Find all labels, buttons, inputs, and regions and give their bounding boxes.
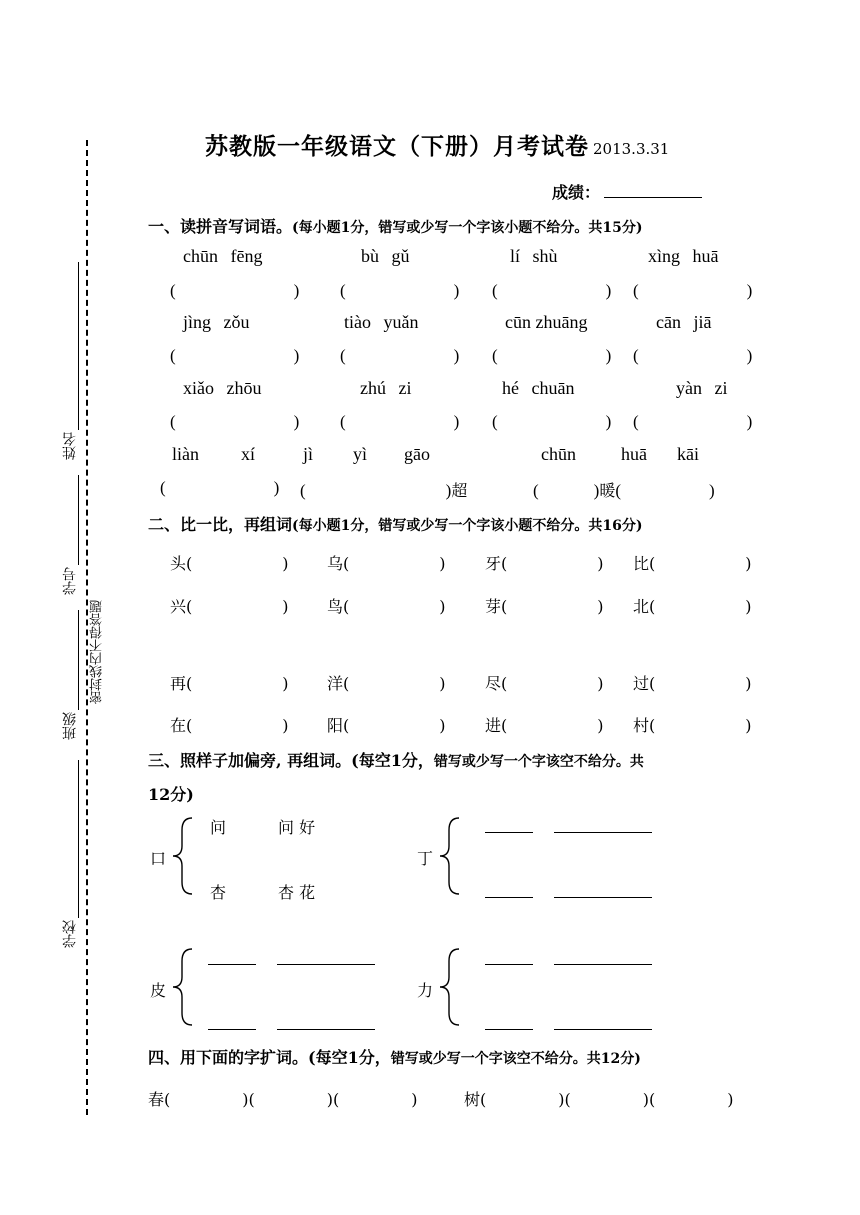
expand-word-shu[interactable]: 树( )( )( ): [464, 1090, 734, 1109]
radical-blank-2-1[interactable]: [485, 832, 533, 833]
section4-note: 错写或少写一个字该空不给分。共12分): [390, 1051, 641, 1067]
word-blank-4-1[interactable]: [554, 964, 652, 965]
compare-cell-1-4[interactable]: 比( ): [633, 554, 752, 573]
pinyin-2-3: cūn zhuāng: [505, 312, 588, 332]
example-char-2: 杏: [210, 883, 227, 902]
pinyin-2-1: jìng zǒu: [183, 312, 250, 332]
radical-blank-4-1[interactable]: [485, 964, 533, 965]
answer-blank-2-2[interactable]: ( ): [340, 346, 460, 365]
answer-blank-2-4[interactable]: ( ): [633, 346, 753, 365]
class-label: 班级: [62, 712, 78, 740]
seal-note: 密封线内不得答题: [90, 600, 105, 704]
answer-blank-3-4[interactable]: ( ): [633, 412, 753, 431]
example-word-1: 问 好: [278, 818, 316, 837]
brace-icon: [437, 947, 461, 1027]
pinyin-3-2: zhú zi: [360, 378, 412, 398]
name-label: 姓名: [62, 432, 78, 460]
example-word-2: 杏 花: [278, 883, 316, 902]
section3-heading: [148, 748, 644, 771]
pinyin-2-2: tiào yuǎn: [344, 312, 419, 332]
pinyin-4-6: chūn: [541, 444, 576, 464]
section2-note: (每小题1分，错写或少写一个字该小题不给分。共16分): [292, 518, 643, 534]
pinyin-2-4: cān jiā: [656, 312, 712, 332]
compare-cell-3-3[interactable]: 尽( ): [485, 674, 604, 693]
pinyin-4-7: huā: [621, 444, 647, 464]
section4-score: (每空1分，: [308, 1048, 391, 1067]
compare-cell-2-2[interactable]: 鸟( ): [327, 597, 446, 616]
compare-cell-1-3[interactable]: 牙( ): [485, 554, 604, 573]
number-field-line[interactable]: [78, 475, 79, 565]
section1-title: 一、读拼音写词语。: [148, 217, 293, 236]
section1-heading: [148, 214, 643, 237]
word-blank-4-2[interactable]: [554, 1029, 652, 1030]
radical-root-ding: 丁: [417, 849, 434, 868]
section3-score: (每空1分，: [351, 751, 434, 770]
pinyin-4-4: yì: [353, 444, 368, 464]
radical-root-pi: 皮: [150, 981, 167, 1000]
title-text: 苏教版一年级语文（下册）月考试卷: [205, 133, 589, 160]
pinyin-1-3: lí shù: [510, 246, 558, 266]
pinyin-3-3: hé chuān: [502, 378, 575, 398]
answer-blank-4-3[interactable]: ( )暖( ): [533, 481, 715, 500]
section2-title: 二、比一比，再组词: [148, 515, 293, 534]
answer-blank-2-1[interactable]: ( ): [170, 346, 300, 365]
school-field-line[interactable]: [78, 760, 79, 918]
pinyin-1-4: xìng huā: [648, 246, 719, 266]
brace-icon: [170, 947, 194, 1027]
word-blank-3-2[interactable]: [277, 1029, 375, 1030]
pinyin-4-8: kāi: [677, 444, 699, 464]
compare-cell-1-2[interactable]: 乌( ): [327, 554, 446, 573]
answer-blank-1-4[interactable]: ( ): [633, 281, 753, 300]
score-blank[interactable]: [604, 183, 702, 198]
school-label: 学校: [62, 920, 78, 948]
word-blank-2-2[interactable]: [554, 897, 652, 898]
compare-cell-3-2[interactable]: 洋( ): [327, 674, 446, 693]
answer-blank-1-2[interactable]: ( ): [340, 281, 460, 300]
compare-cell-4-2[interactable]: 阳( ): [327, 716, 446, 735]
section3-title: 三、照样子加偏旁, 再组词。: [148, 751, 352, 770]
answer-blank-3-1[interactable]: ( ): [170, 412, 300, 431]
brace-icon: [170, 816, 194, 896]
char-nuan: 暖: [599, 483, 616, 500]
radical-root-kou: 口: [150, 849, 167, 868]
pinyin-4-5: gāo: [404, 444, 430, 464]
answer-blank-4-1[interactable]: ( ): [160, 478, 280, 497]
name-field-line[interactable]: [78, 262, 79, 430]
number-label: 学号: [62, 567, 78, 595]
radical-blank-4-2[interactable]: [485, 1029, 533, 1030]
answer-blank-1-1[interactable]: ( ): [170, 281, 300, 300]
answer-blank-3-3[interactable]: ( ): [492, 412, 612, 431]
compare-cell-3-1[interactable]: 再( ): [170, 674, 289, 693]
pinyin-1-2: bù gǔ: [361, 246, 410, 266]
compare-cell-4-3[interactable]: 进( ): [485, 716, 604, 735]
radical-blank-3-1[interactable]: [208, 964, 256, 965]
compare-cell-2-3[interactable]: 芽( ): [485, 597, 604, 616]
class-field-line[interactable]: [78, 610, 79, 710]
section3-heading-line2: 12分): [148, 785, 194, 804]
pinyin-4-3: jì: [303, 444, 314, 464]
pinyin-3-4: yàn zi: [676, 378, 728, 398]
section4-heading: [148, 1045, 641, 1068]
char-chao: 超: [451, 483, 468, 500]
section4-title: 四、用下面的字扩词。: [148, 1048, 309, 1067]
word-blank-3-1[interactable]: [277, 964, 375, 965]
section3-note: 错写或少写一个字该空不给分。共: [433, 754, 644, 770]
pinyin-1-1: chūn fēng: [183, 246, 263, 266]
compare-cell-3-4[interactable]: 过( ): [633, 674, 752, 693]
pinyin-4-1: liàn: [172, 444, 199, 464]
score-field: [552, 180, 702, 203]
answer-blank-4-2[interactable]: ( )超: [300, 481, 468, 500]
score-label: 成绩：: [552, 183, 601, 202]
section2-heading: [148, 512, 643, 535]
word-blank-2-1[interactable]: [554, 832, 652, 833]
section1-note: (每小题1分，错写或少写一个字该小题不给分。共15分): [292, 220, 643, 236]
compare-cell-2-1[interactable]: 兴( ): [170, 597, 289, 616]
compare-cell-2-4[interactable]: 北( ): [633, 597, 752, 616]
radical-blank-2-2[interactable]: [485, 897, 533, 898]
radical-blank-3-2[interactable]: [208, 1029, 256, 1030]
exam-date: 2013.3.31: [593, 140, 670, 158]
answer-blank-1-3[interactable]: ( ): [492, 281, 612, 300]
brace-icon: [437, 816, 461, 896]
expand-word-chun[interactable]: 春( )( )( ): [148, 1090, 418, 1109]
compare-cell-1-1[interactable]: 头( ): [170, 554, 289, 573]
page-title: [205, 128, 669, 161]
pinyin-4-2: xí: [241, 444, 256, 464]
radical-root-li: 力: [417, 981, 434, 1000]
answer-blank-2-3[interactable]: ( ): [492, 346, 612, 365]
example-char-1: 问: [210, 818, 227, 837]
pinyin-3-1: xiǎo zhōu: [183, 378, 262, 398]
compare-cell-4-4[interactable]: 村( ): [633, 716, 752, 735]
answer-blank-3-2[interactable]: ( ): [340, 412, 460, 431]
compare-cell-4-1[interactable]: 在( ): [170, 716, 289, 735]
